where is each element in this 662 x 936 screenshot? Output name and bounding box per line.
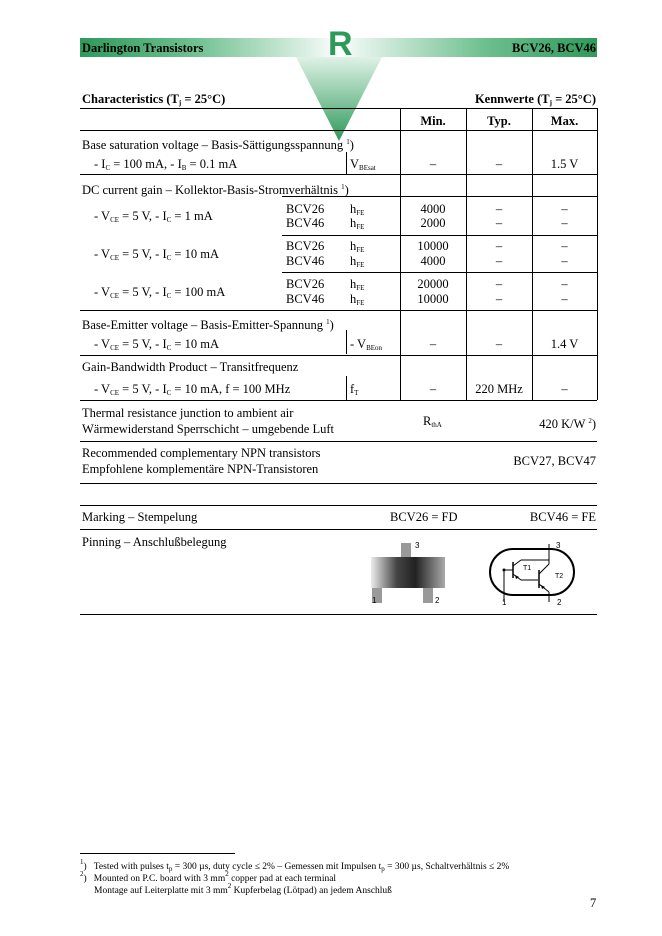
hfe-min: 20000	[417, 277, 449, 291]
characteristics-title: Characteristics $(T_j = 25^\circ C)$	[82, 92, 226, 107]
sch-t1-label: T1	[523, 565, 532, 572]
vbeon-condition: - $V_{CE} = 5$ V, - $I_C = 10$ mA	[94, 337, 219, 352]
footnote-1: $^1$) Tested with pulses $t_p = 300$ µs, duty cycle ≤ 2% – Gemessen mit Impulsen $t_p = 300$ µs, Schaltverhältnis ≤ 2%	[80, 858, 510, 873]
hfe-typ: –	[495, 239, 503, 253]
hfe-max: –	[561, 254, 568, 268]
hfe-typ: –	[495, 292, 503, 306]
hfe-type: BCV46	[286, 254, 325, 268]
pinning-label: Pinning – Anschlußbelegung	[82, 535, 227, 549]
hfe-min: 4000	[420, 254, 446, 268]
hfe-type: BCV26	[286, 277, 325, 291]
ft-condition: - $V_{CE} = 5$ V, - $I_C = 10$ mA, f = 100 MHz	[94, 382, 291, 397]
pkg-pin1-label: 1	[372, 596, 377, 605]
hfe-min: 10000	[417, 292, 449, 306]
hfe-max: –	[561, 216, 568, 230]
thermal-symbol: $R_{thA}$	[423, 414, 442, 429]
header-right-title: BCV26, BCV46	[511, 41, 596, 55]
ft-typ: 220 MHz	[475, 382, 523, 396]
vbeon-max: 1.4 V	[550, 337, 579, 351]
thermal-label-en: Thermal resistance junction to ambient air	[82, 406, 294, 420]
hfe-typ: –	[495, 216, 503, 230]
complementary-label-de: Empfohlene komplementäre NPN-Transistoren	[82, 462, 319, 476]
sch-pin2-label: 2	[557, 598, 562, 607]
vbesat-min: –	[429, 157, 437, 171]
hfe-typ: –	[495, 254, 503, 268]
hfe-type: BCV26	[286, 239, 325, 253]
hfe-symbol: $h_{FE}$	[350, 292, 365, 307]
vbeon-typ: –	[495, 337, 503, 351]
hfe-symbol: $h_{FE}$	[350, 254, 365, 269]
hfe-condition: - $V_{CE} = 5$ V, - $I_C = 100$ mA	[94, 285, 226, 300]
hfe-min: 2000	[420, 216, 446, 230]
hfe-max: –	[561, 239, 568, 253]
logo-funnel	[296, 57, 382, 141]
hfe-symbol: $h_{FE}$	[350, 216, 365, 231]
vbesat-label: Base saturation voltage – Basis-Sättigungsspannung $^1$)	[82, 138, 354, 152]
header-left-title: Darlington Transistors	[82, 41, 204, 55]
hfe-min: 10000	[417, 239, 449, 253]
col-typ-header: Typ.	[487, 114, 511, 128]
vbeon-symbol: - $V_{BEon}$	[350, 337, 383, 352]
kennwerte-title: Kennwerte $(T_j = 25^\circ C)$	[474, 92, 596, 107]
vbesat-max: 1.5 V	[550, 157, 579, 171]
thermal-value: 420 K/W $^2$)	[539, 417, 596, 431]
hfe-min: 4000	[420, 202, 446, 216]
vbeon-min: –	[429, 337, 437, 351]
vbesat-symbol: $V_{BEsat}$	[350, 157, 376, 172]
hfe-symbol: $h_{FE}$	[350, 277, 365, 292]
hfe-max: –	[561, 202, 568, 216]
hfe-type: BCV26	[286, 202, 325, 216]
footnote-2-line2: Montage auf Leiterplatte mit 3 $mm^2$ Kupferbelag (Lötpad) an jedem Anschluß	[94, 882, 392, 896]
sch-pin1-label: 1	[502, 598, 507, 607]
vbesat-condition: - $I_C = 100$ mA, - $I_B = 0.1$ mA	[94, 157, 238, 172]
complementary-label-en: Recommended complementary NPN transistors	[82, 446, 321, 460]
marking-bcv26: BCV26 = FD	[390, 510, 458, 524]
hfe-max: –	[561, 292, 568, 306]
sch-t2-label: T2	[555, 573, 564, 580]
hfe-condition: - $V_{CE} = 5$ V, - $I_C = 10$ mA	[94, 247, 219, 262]
hfe-symbol: $h_{FE}$	[350, 202, 365, 217]
hfe-type: BCV46	[286, 216, 325, 230]
page-number: 7	[590, 896, 597, 910]
footnote-2: $^2$) Mounted on P.C. board with 3 $mm^2$ copper pad at each terminal	[80, 870, 337, 884]
pkg-pin2-label: 2	[435, 596, 440, 605]
vbeon-label: Base-Emitter voltage – Basis-Emitter-Spannung $^1$)	[82, 318, 334, 332]
ft-symbol: $f_T$	[350, 382, 359, 397]
hfe-condition: - $V_{CE} = 5$ V, - $I_C = 1$ mA	[94, 209, 213, 224]
ft-min: –	[429, 382, 437, 396]
hfe-max: –	[561, 277, 568, 291]
marking-label: Marking – Stempelung	[82, 510, 198, 524]
col-min-header: Min.	[420, 114, 446, 128]
col-max-header: Max.	[550, 114, 579, 128]
vbesat-typ: –	[495, 157, 503, 171]
pkg-pin3-label: 3	[415, 541, 420, 550]
hfe-typ: –	[495, 202, 503, 216]
marking-bcv46: BCV46 = FE	[529, 510, 596, 524]
ft-label: Gain-Bandwidth Product – Transitfrequenz	[82, 360, 299, 374]
hfe-label: DC current gain – Kollektor-Basis-Stromverhältnis $^1$)	[82, 183, 349, 197]
hfe-typ: –	[495, 277, 503, 291]
sch-pin3-label: 3	[556, 541, 561, 550]
logo-letter: R	[328, 25, 353, 63]
complementary-value: BCV27, BCV47	[513, 454, 596, 468]
hfe-type: BCV46	[286, 292, 325, 306]
ft-max: –	[561, 382, 568, 396]
hfe-symbol: $h_{FE}$	[350, 239, 365, 254]
thermal-label-de: Wärmewiderstand Sperrschicht – umgebende Luft	[82, 422, 334, 436]
